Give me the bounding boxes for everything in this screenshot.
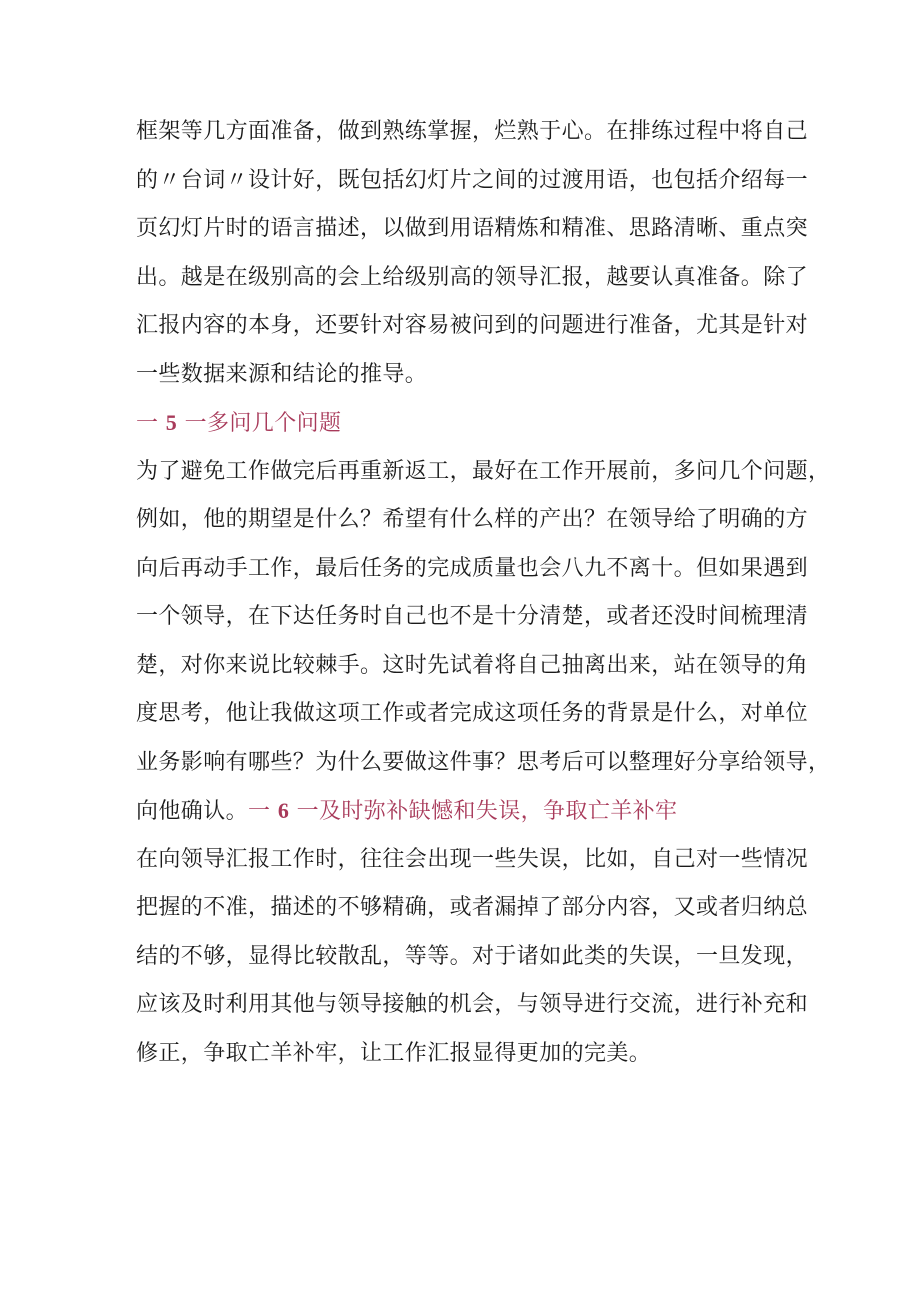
section-heading-6 bbox=[248, 799, 677, 824]
text-line: 的〃台词〃设计好，既包括幻灯片之间的过渡用语，也包括介绍每一 bbox=[136, 167, 809, 193]
text-line: 把握的不准，描述的不够精确，或者漏掉了部分内容，又或者归纳总 bbox=[136, 895, 809, 920]
text-line: 度思考，他让我做这项工作或者完成这项任务的背景是什么，对单位 bbox=[136, 701, 809, 726]
text-line: 楚，对你来说比较棘手。这时先试着将自己抽离出来，站在领导的角 bbox=[136, 652, 809, 678]
paragraph-3 bbox=[136, 836, 809, 1079]
paragraph-1 bbox=[136, 108, 809, 399]
text-line: 页幻灯片时的语言描述，以做到用语精炼和精准、思路清晰、重点突 bbox=[136, 216, 809, 241]
text-line: 出。越是在级别高的会上给级别高的领导汇报，越要认真准备。除了 bbox=[136, 264, 809, 290]
text-line: 为了避免工作做完后再重新返工，最好在工作开展前，多问几个问题， bbox=[136, 458, 831, 484]
text-line: 结的不够，显得比较散乱，等等。对于诸如此类的失误，一旦发现， bbox=[136, 943, 809, 969]
text-line: 应该及时利用其他与领导接触的机会，与领导进行交流，进行补充和 bbox=[136, 992, 809, 1017]
section-heading-5 bbox=[136, 399, 796, 448]
heading-text: 一及时弥补缺憾和失误，争取亡羊补牢 bbox=[289, 799, 678, 824]
text-line: 业务影响有哪些？为什么要做这件事？思考后可以整理好分享给领导， bbox=[136, 749, 831, 775]
text-line: 例如，他的期望是什么？希望有什么样的产出？在领导给了明确的方 bbox=[136, 507, 809, 532]
text-line: 一些数据来源和结论的推导。 bbox=[136, 361, 428, 387]
heading-number: 6 bbox=[277, 798, 290, 823]
document-body bbox=[136, 108, 831, 1078]
paragraph-2-tail: 向他确认。 bbox=[136, 799, 249, 824]
paragraph-2 bbox=[136, 448, 831, 836]
text-line: 修正，争取亡羊补牢，让工作汇报显得更加的完美。 bbox=[136, 1040, 652, 1066]
text-line: 一个领导，在下达任务时自己也不是十分清楚，或者还没时间梳理清 bbox=[136, 604, 809, 629]
text-line: 框架等几方面准备，做到熟练掌握，烂熟于心。在排练过程中将自己 bbox=[136, 119, 809, 144]
text-line: 汇报内容的本身，还要针对容易被问到的问题进行准备，尤其是针对 bbox=[136, 313, 809, 338]
heading-number: 5 bbox=[165, 410, 178, 435]
heading-prefix: 一 bbox=[248, 799, 278, 824]
text-line: 在向领导汇报工作时，往往会出现一些失误，比如，自己对一些情况 bbox=[136, 846, 809, 872]
text-line: 向后再动手工作，最后任务的完成质量也会八九不离十。但如果遇到 bbox=[136, 555, 809, 581]
text-line-with-heading bbox=[136, 787, 796, 836]
heading-text: 一多问几个问题 bbox=[177, 411, 342, 436]
heading-prefix: 一 bbox=[136, 411, 166, 436]
